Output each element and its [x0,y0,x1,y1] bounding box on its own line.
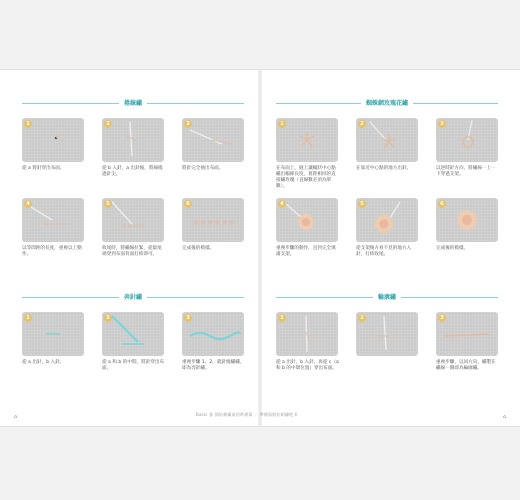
step-caption: 從 b 入針，a 出針後，將線繞過針尖。 [102,166,163,177]
step-number-badge: 1 [24,314,32,322]
step-photo [102,312,164,356]
step [436,312,498,372]
step-caption: 重複步驟，以同方向，繡製在繡線一側即為輪廓繡。 [436,360,496,371]
step [22,198,84,258]
section-header [22,98,244,110]
step-photo [356,118,418,162]
step-caption: 以逆時針方向，將繡線一上一下穿過支架。 [436,166,496,177]
step-photo [22,312,84,356]
step-photo [102,198,164,242]
section-header [276,98,498,110]
step [102,118,164,178]
step-number-badge: 5 [104,200,112,208]
step [102,312,164,372]
step-number-badge: 2 [104,314,112,322]
step-caption: 以等間距的長度，重複以上動作。 [22,246,82,257]
step-photo [356,198,418,242]
step-number-badge: 3 [438,314,446,322]
step-number-badge: 2 [104,120,112,128]
step-photo [22,118,84,162]
step-photo [102,118,164,162]
step-number-badge: 5 [358,200,366,208]
section-title: 蜘蛛網玫瑰花繡 [361,98,413,107]
step-number-badge: 2 [358,314,366,322]
step-photo [356,312,418,356]
step [276,118,338,190]
step-number-badge: 6 [184,200,192,208]
section-title: 捲線繡 [119,98,147,107]
step [436,198,498,252]
step-number-badge: 3 [438,120,446,128]
step-photo [182,118,244,162]
step-number-badge: 6 [438,200,446,208]
step-photo [276,118,338,162]
step-photo [436,198,498,242]
step-caption: 從 a 和 b 的中間，將針穿出布面。 [102,360,165,371]
step [182,198,244,252]
step [22,118,84,172]
step-caption: 從 a 出針，b 入針。 [22,360,65,365]
step-photo [276,198,338,242]
step-photo [276,312,338,356]
step [102,198,164,258]
right-page [260,70,520,426]
step-photo [182,198,244,242]
section-coil-stitch [22,98,244,257]
section-title: 奔針繡 [119,292,147,301]
step-caption: 在靠近中心點的地方出針。 [356,166,412,171]
step-caption: 在布面上，縫上讓輻狀中心點繡出輻條長度，寬距相同的直接繡玫瑰（直線數必須為單數）。 [276,166,336,189]
page-icon: ⌂ [502,414,506,420]
section-running-stitch [22,292,245,371]
section-header [22,292,244,304]
step [436,118,498,178]
step-number-badge: 4 [278,200,286,208]
step [356,312,418,360]
step-photo [436,312,498,356]
step-photo [22,198,84,242]
step-number-badge: 4 [24,200,32,208]
section-spider-web-rose [276,98,498,257]
step-number-badge: 3 [184,120,192,128]
step-photo [182,312,244,356]
section-title: 輪廓繡 [373,292,401,301]
section-stem-stitch [276,292,498,371]
step [276,312,338,372]
page-icon: ⌂ [14,414,18,420]
book-spread [0,70,520,426]
step [182,312,244,372]
step-caption: 重複步驟 1、2，就針繞繡繡，即為奔針繡。 [182,360,245,371]
step-caption: 完成後的模樣。 [182,246,215,251]
step-caption: 收尾時，將繡線拉緊，從最尾端穿到布面背面打結即可。 [102,246,162,257]
running-header: Basic 基 開始刺繡前的準備篇 ｜ 準備與開始刺繡吧 Ⅱ [196,412,297,417]
step-photo [436,118,498,162]
step-caption: 將針完全抽出布面。 [182,166,224,171]
step [182,118,244,172]
step [356,118,418,172]
step [356,198,418,258]
step-number-badge: 3 [184,314,192,322]
step-caption: 從支架後方看不見的地方入針，打結收尾。 [356,246,412,257]
step-caption: 重複步驟的動作，直到完全填滿支架。 [276,246,336,257]
step [22,312,84,366]
step-number-badge: 2 [358,120,366,128]
step-number-badge: 1 [278,120,286,128]
step-caption: 從 a 出針，b 入針，再從 c（a 和 b 的中間位置）穿出布面。 [276,360,339,371]
left-page [0,70,260,426]
step-number-badge: 1 [24,120,32,128]
step [276,198,338,258]
step-caption: 完成後的模樣。 [436,246,469,251]
section-header [276,292,498,304]
step-caption: 從 a 將針穿出布面。 [22,166,65,171]
step-number-badge: 1 [278,314,286,322]
